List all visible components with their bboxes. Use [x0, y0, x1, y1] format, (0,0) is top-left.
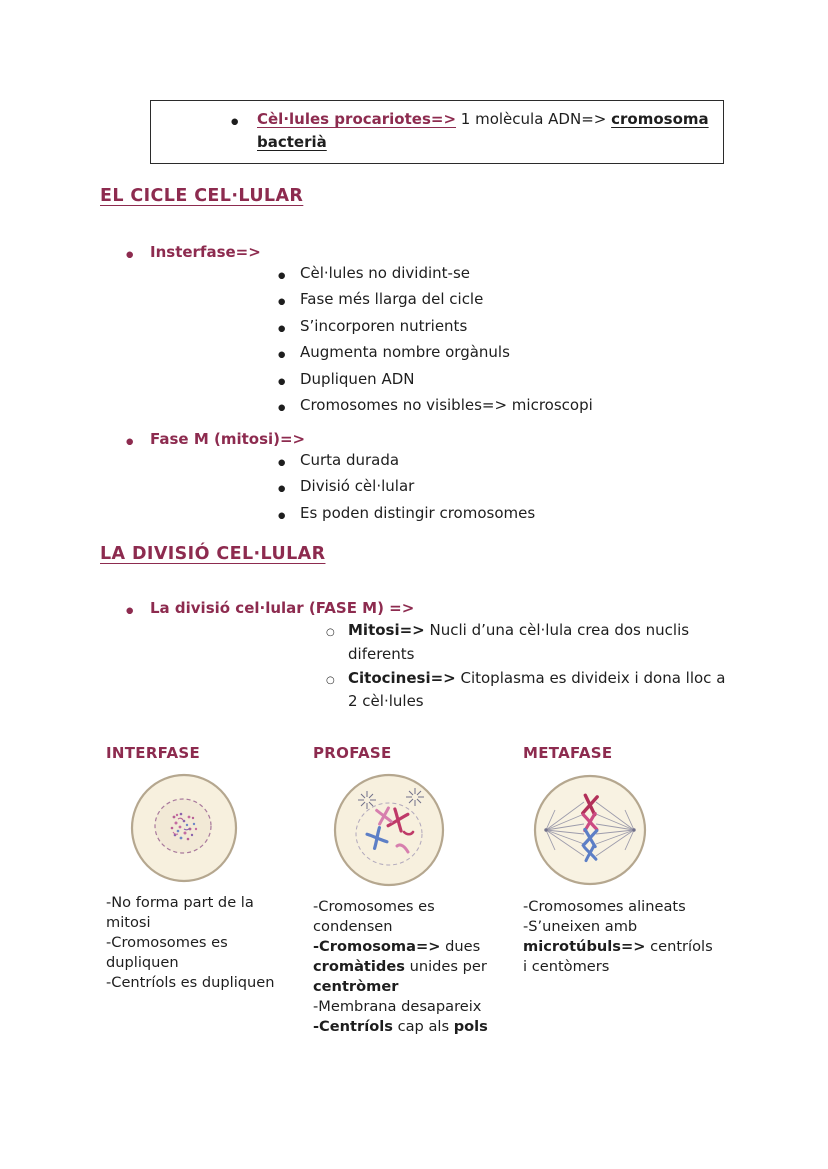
citocinesi-def-text: Citoplasma es divideix i dona lloc a 2 cèl·lules	[348, 668, 726, 711]
list-item-text: S’incorporen nutrients	[300, 316, 468, 335]
bullet-icon	[278, 315, 300, 341]
section-title-divisio: LA DIVISIÓ CEL·LULAR	[100, 544, 326, 564]
bullet-icon	[278, 394, 300, 420]
mitosi-definition	[348, 619, 730, 667]
text-segment: cap als	[392, 1018, 454, 1035]
circle-bullet-icon	[326, 667, 348, 715]
list-item	[278, 288, 593, 314]
term-citocinesi: Citocinesi=>	[348, 668, 456, 687]
interfase-list	[278, 262, 593, 420]
interfase-note-3: -Centríols es dupliquen	[106, 974, 275, 991]
bullet-icon	[278, 262, 300, 288]
metafase-note-2	[523, 917, 717, 977]
prokaryote-note-text	[257, 108, 709, 154]
bullet-icon	[278, 475, 300, 501]
list-item	[278, 262, 593, 288]
text-segment: unides per	[404, 958, 487, 975]
fase-m-label: Fase M (mitosi)=>	[150, 430, 306, 448]
phase-metafase	[523, 744, 721, 977]
interfase-note-2: -Cromosomes es dupliquen	[106, 934, 228, 971]
bullet-interfase	[126, 241, 261, 266]
list-item	[278, 394, 593, 420]
profase-notes	[313, 897, 495, 1037]
profase-note-4	[313, 1017, 495, 1037]
circle-bullet-icon	[326, 619, 348, 667]
phase-title: METAFASE	[523, 744, 613, 762]
list-item	[278, 315, 593, 341]
profase-note-1: -Cromosomes es condensen	[313, 898, 435, 935]
term-pols: pols	[453, 1018, 488, 1035]
list-item-text: Augmenta nombre orgànuls	[300, 343, 510, 362]
metafase-notes	[523, 897, 717, 977]
list-item	[278, 475, 535, 501]
interfase-cell-diagram	[128, 772, 240, 884]
text-segment: centríols i centòmers	[523, 938, 713, 975]
text-segment: dues	[440, 938, 481, 955]
list-item	[278, 341, 593, 367]
term-centriols: -Centríols	[313, 1018, 393, 1035]
list-item-text: Divisió cèl·lular	[300, 477, 415, 496]
phase-profase	[313, 744, 501, 1037]
list-item-text: Es poden distingir cromosomes	[300, 503, 536, 522]
term-microtubuls: microtúbuls=>	[523, 938, 646, 955]
bullet-icon	[126, 241, 150, 266]
bullet-icon	[278, 288, 300, 314]
section-title-cicle: EL CICLE CEL·LULAR	[100, 186, 304, 206]
bullet-icon	[278, 449, 300, 475]
bullet-icon	[126, 597, 150, 622]
term-cromosoma: -Cromosoma=>	[313, 938, 441, 955]
list-item-text: Cromosomes no visibles=> microscopi	[300, 396, 593, 415]
bullet-icon	[126, 428, 150, 453]
list-item	[326, 667, 730, 715]
interfase-note-1: -No forma part de la mitosi	[106, 894, 254, 931]
bullet-icon	[278, 502, 300, 528]
metafase-cell-diagram	[531, 772, 649, 888]
list-item	[278, 368, 593, 394]
divisio-list	[326, 619, 730, 714]
prokaryote-note-box	[150, 100, 724, 164]
interfase-label: Insterfase=>	[150, 243, 261, 261]
list-item-text: Fase més llarga del cicle	[300, 290, 484, 309]
bullet-icon	[278, 368, 300, 394]
profase-note-2	[313, 937, 495, 997]
metafase-note-1: -Cromosomes alineats	[523, 898, 686, 915]
term-mitosi: Mitosi=>	[348, 621, 425, 639]
list-item-text: Cèl·lules no dividint-se	[300, 264, 471, 282]
list-item	[326, 619, 730, 667]
list-item	[278, 502, 535, 528]
bullet-icon	[278, 341, 300, 367]
profase-note-3: -Membrana desapareix	[313, 998, 482, 1015]
interfase-notes	[106, 893, 278, 993]
phase-title: INTERFASE	[106, 744, 201, 762]
divisio-label: La divisió cel·lular (FASE M) =>	[150, 599, 415, 617]
term-centromer: centròmer	[313, 978, 399, 995]
term-cromatides: cromàtides	[313, 958, 405, 975]
text-segment: -S’uneixen amb	[523, 918, 638, 935]
phase-interfase	[106, 744, 302, 993]
list-item	[278, 449, 535, 475]
term-procariotes: Cèl·lules procariotes=>	[257, 110, 457, 128]
bullet-icon	[231, 108, 257, 134]
list-item-text: Dupliquen ADN	[300, 369, 415, 388]
citocinesi-definition	[348, 667, 730, 715]
phase-title: PROFASE	[313, 744, 392, 762]
fase-m-list	[278, 449, 535, 528]
profase-cell-diagram	[331, 772, 447, 888]
note-middle-text: 1 molècula ADN=>	[456, 110, 612, 128]
list-item-text: Curta durada	[300, 451, 400, 469]
term-cromosoma-bacteria: cromosoma bacterià	[257, 110, 709, 151]
mitosi-def-text: Nucli d’una cèl·lula crea dos nuclis diferents	[348, 621, 690, 663]
